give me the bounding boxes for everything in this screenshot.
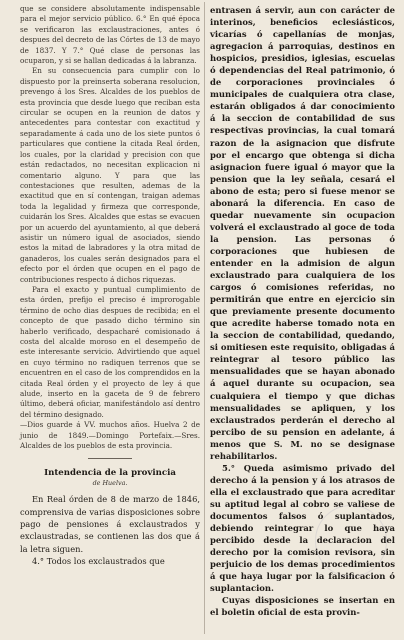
- column-divider: [204, 2, 205, 634]
- lower-paragraph: En Real órden de 8 de marzo de 1846, comprensiva de varias disposiciones sobre pago de pensiones á exclaustrados y exclaustradas, se contienen las dos que á la letra siguen.: [20, 494, 200, 554]
- left-column: [20, 4, 200, 567]
- item-five: 5.° Queda asimismo privado del derecho á la pension y á los atrasos de ella el exclaustrado que para acreditar su aptitud legal al cobro se valiese de documentos falsos ó suplantados, debiendo reintegrar lo que haya percibido desde la declaracion del derecho por la comision revisora, sin perjuicio de los demas procedimientos á que haya lugar por la falsificacion ó suplantacion.: [210, 462, 395, 594]
- top-paragraph: que se considere absolutamente indispensable para el mejor servicio público. 6.° En qué época se verificaron las exclaustraciones, antes ó despues del decreto de las Córtes de 13 de mayo de 1837. Y 7.° Qué clase de personas las ocuparon, y si se hallan dedicadas á la labranza.: [20, 4, 200, 66]
- section-subtitle: de Huelva.: [92, 479, 128, 488]
- right-column-text: entrasen á servir, aun con carácter de interinos, beneficios eclesiásticos, vicarías ó capellanías de monjas, agregacion á parroquias, destinos en hospicios, presidios, iglesias, escuelas ó dependencias del Real patrimonio, ó de corporaciones provinciales ó municipales de cualquiera otra clase, estarán obligados á dar conocimiento á la seccion de contabilidad de sus respectivas provincias, la cual tomará razon de la asignacion que disfrute por el encargo que obtenga si dicha asignacion fuere igual ó mayor que la pension que la ley señala, cesará el abono de esta; pero si fuese menor se abonará la diferencia. En caso de quedar nuevamente sin ocupacion volverá el exclaustrado al goce de toda la pension. Las personas ó corporaciones que hubiesen de entender en la admision de algun exclaustrado para cualquiera de los cargos ó comisiones referidas, no permitirán que entre en ejercicio sin que previamente presente documento que acredite haberse tomado nota en la seccion de contabilidad, quedando, si omitiesen este requisito, obligadas á reintegrar al tesoro público las mensualidades que se hayan abonado á aquel durante su ocupacion, sea cualquiera el tiempo y que dichas mensualidades se apliquen, y los exclaustrados perderán el derecho al percibo de su pension en adelante, á menos que S. M. no se designase rehabilitarlos.: [210, 5, 395, 461]
- main-paragraph: En su consecuencia para cumplir con lo dispuesto por la preinserta soberana resolucion, prevengo á los Sres. Alcaldes de los pueblos de esta provincia que desde luego que reciban esta circular se ocupen en la reunion de datos y antecedentes para contestar con exactitud y separadamente á cada uno de los siete puntos ó particulares que contiene la citada Real órden, los cuales, por la claridad y precision con que están redactados, no necesitan explicacion ni comentario alguno. Y para que las contestaciones que resulten, ademas de la exactitud que en sí contengan, traigan ademas toda la legalidad y firmeza que corresponde, cuidarán los Sres. Alcaldes que estas se evacuen por un acuerdo del ayuntamiento, al que deberá asistir un número igual de asociados, siendo estos la mitad de labradores y la otra mitad de ganaderos, los cuales serán designados para el efecto por el órden que ocupen en el pago de contribuciones respecto á dichos riquezas.: [20, 66, 200, 284]
- lower-item: 4.° Todos los exclaustrados que: [32, 555, 165, 566]
- second-paragraph: Para el exacto y puntual cumplimiento de esta órden, prefijo el preciso é improrogable término de ocho dias despues de recibida; en el concepto de que pasado dicho término sin haberlo verificado, despacharé comisionado á costa del alcalde moroso en el desempeño de este interesante servicio. Advirtiendo que aquel en cuyo término no radiquen terrenos que se encuentren en el caso de los comprendidos en la citada Real órden y el proyecto de ley á que alude, inserto en la gaceta de 9 de febrero último, deberá oficiar, manifestándolo así dentro del término designado.: [20, 284, 200, 419]
- closing-paragraph: —Dios guarde á VV. muchos años. Huelva 2 de junio de 1849.—Domingo Portefaix.—Sres. Alcaldes de los pueblos de esta provincia.: [20, 420, 200, 451]
- closing-fragment: Cuyas disposiciones se insertan en el boletin oficial de esta provin-: [210, 595, 395, 618]
- watermark-stamp: [315, 505, 387, 577]
- section-divider: [88, 458, 132, 459]
- section-title: Intendencia de la provincia: [44, 468, 176, 479]
